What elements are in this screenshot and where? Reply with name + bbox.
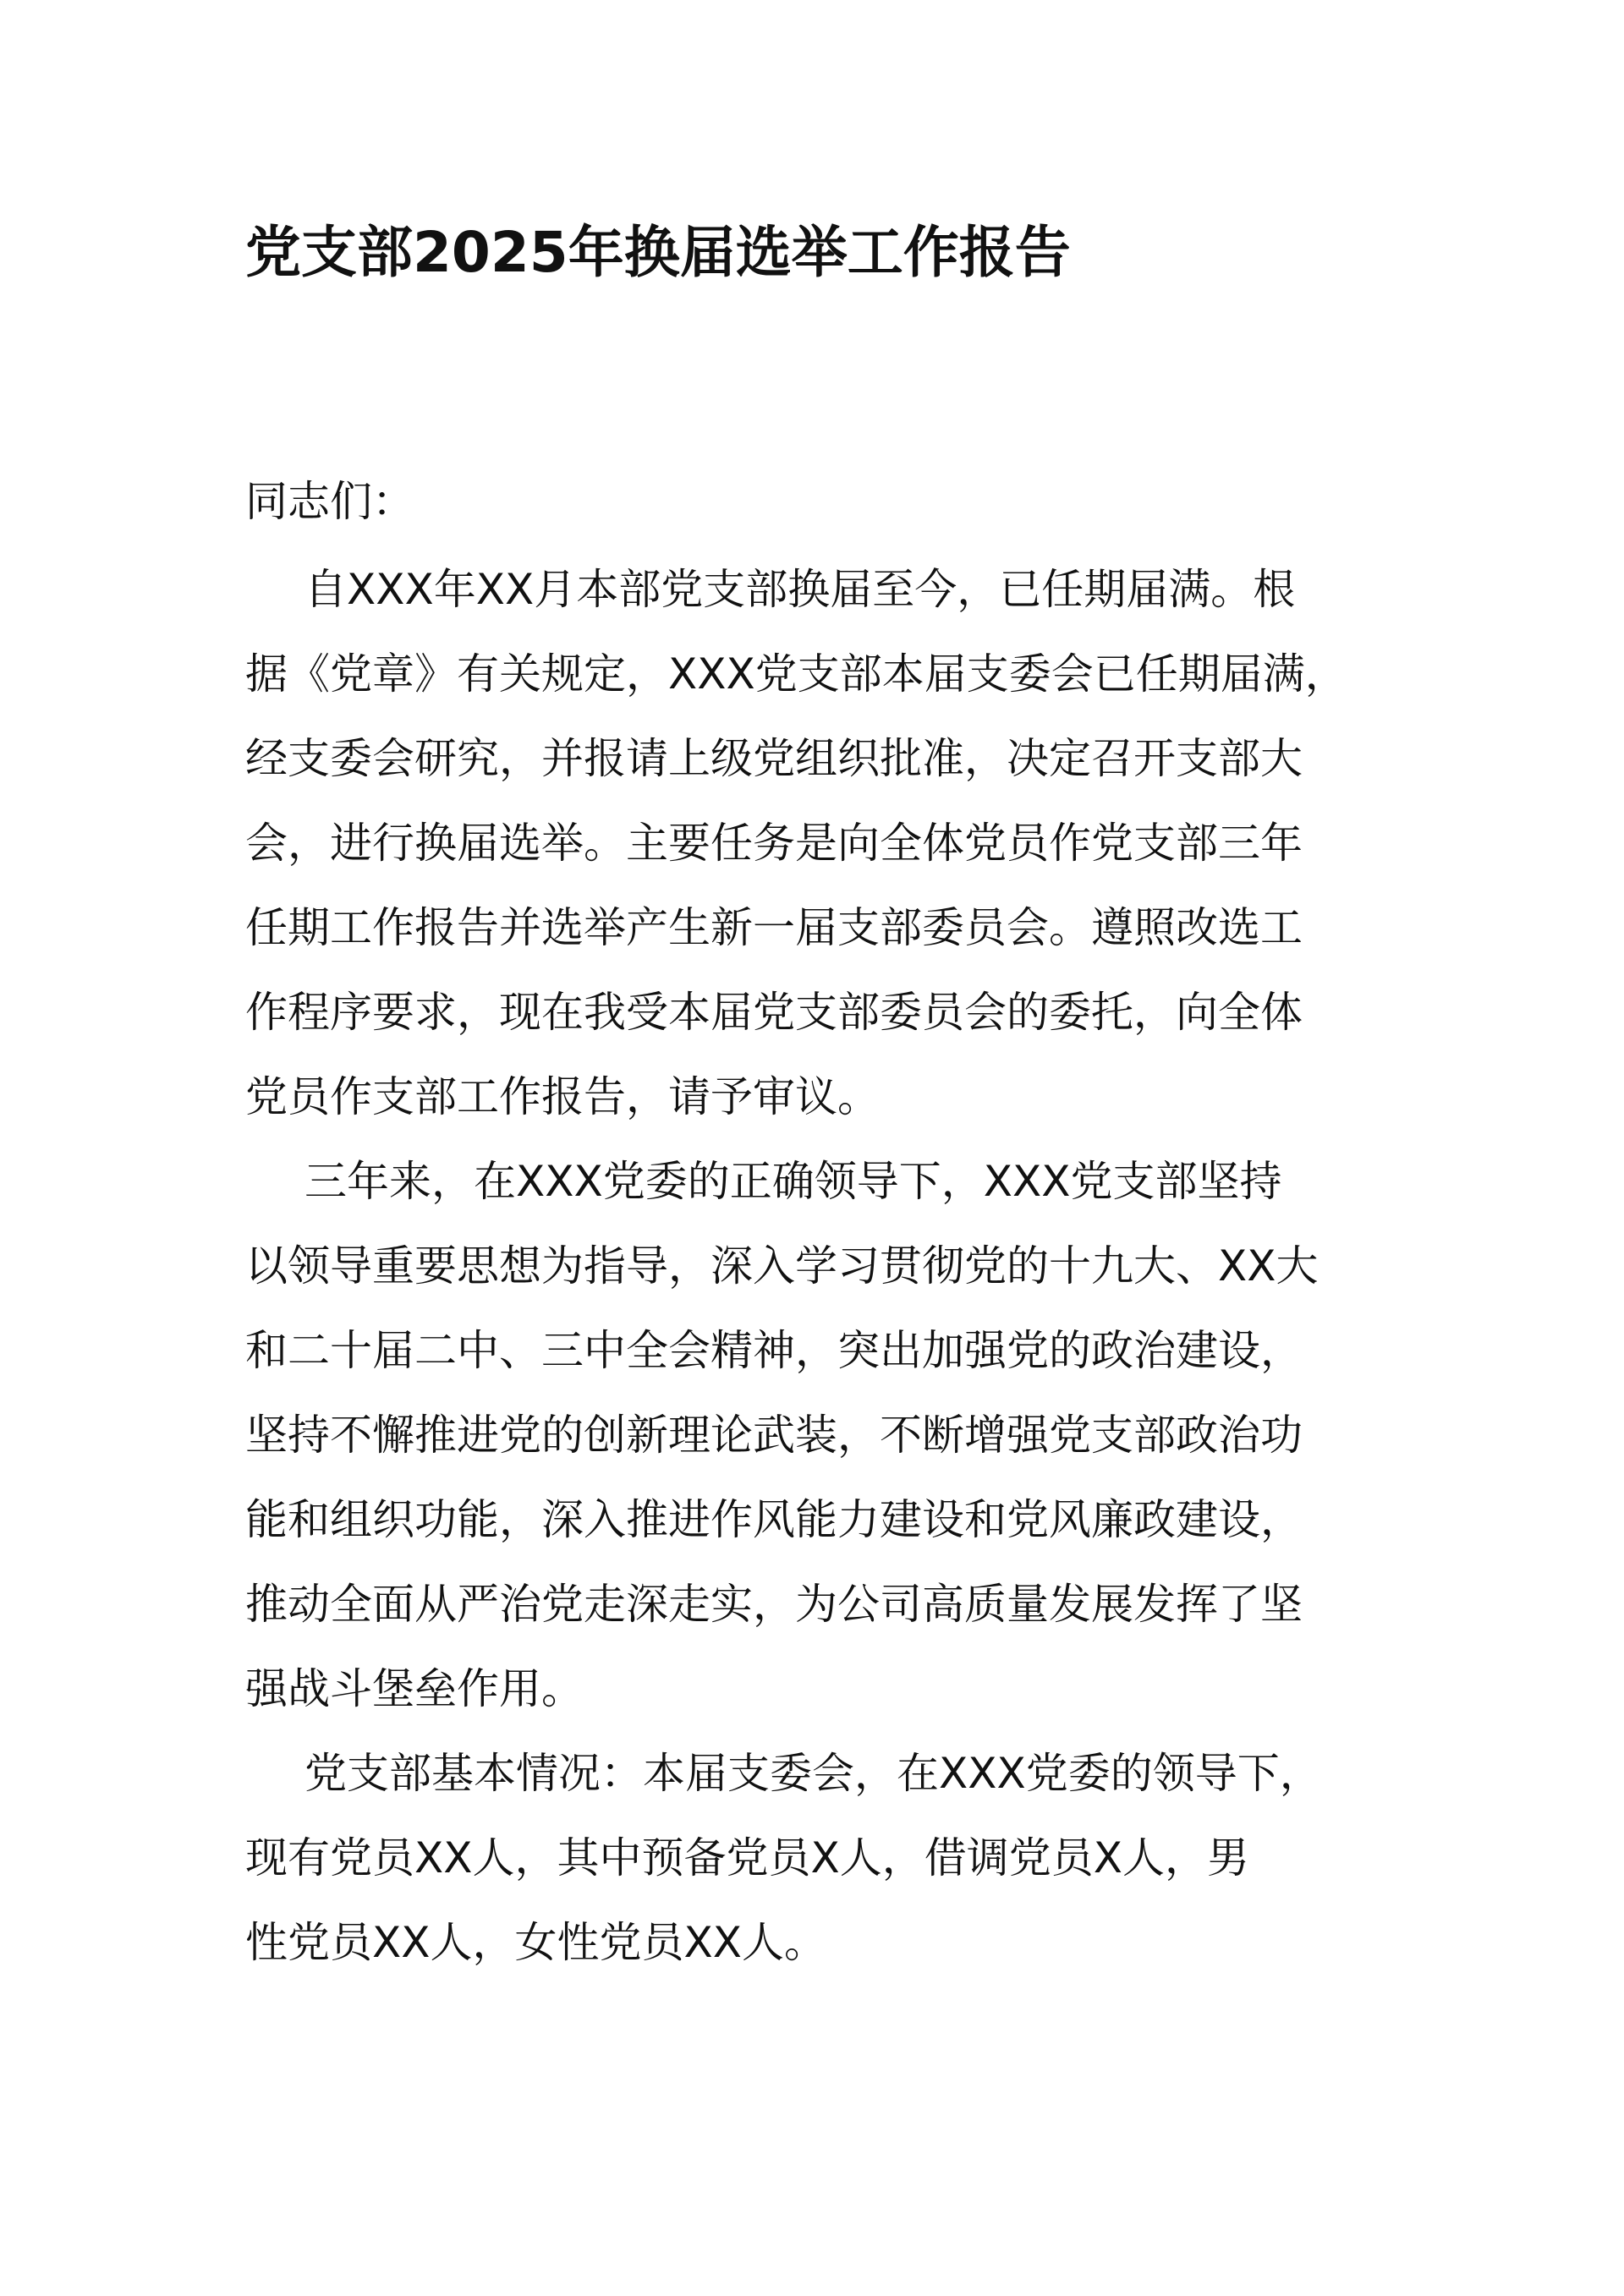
paragraph-line: 自XXX年XX月本部党支部换届至今，已任期届满。根 xyxy=(304,565,1296,614)
paragraph-line: 三年来，在XXX党委的正确领导下，XXX党支部坚持 xyxy=(304,1157,1282,1206)
paragraph-term-expiry xyxy=(245,547,1429,1139)
paragraph-line: 性党员XX人，女性党员XX人。 xyxy=(245,1918,827,1967)
paragraph-line: 党支部基本情况：本届支委会，在XXX党委的领导下， xyxy=(304,1749,1322,1798)
paragraph-line: 会，进行换届选举。主要任务是向全体党员作党支部三年 xyxy=(245,819,1303,868)
paragraph-line: 和二十届二中、三中全会精神，突出加强党的政治建设， xyxy=(245,1326,1303,1375)
document-title: 党支部2025年换届选举工作报告 xyxy=(245,220,1071,285)
paragraph-line: 现有党员XX人，其中预备党员X人，借调党员X人，男 xyxy=(245,1833,1250,1882)
paragraph-line: 党员作支部工作报告，请予审议。 xyxy=(245,1072,880,1121)
paragraph-line: 作程序要求，现在我受本届党支部委员会的委托，向全体 xyxy=(245,988,1303,1037)
paragraph-line: 能和组织功能，深入推进作风能力建设和党风廉政建设， xyxy=(245,1495,1303,1544)
paragraph-line: 坚持不懈推进党的创新理论武装，不断增强党支部政治功 xyxy=(245,1411,1303,1460)
paragraph-three-year-work xyxy=(245,1139,1429,1731)
document-body xyxy=(245,459,1429,1983)
paragraph-line: 任期工作报告并选举产生新一届支部委员会。遵照改选工 xyxy=(245,903,1303,952)
paragraph-line: 以领导重要思想为指导，深入学习贯彻党的十九大、XX大 xyxy=(245,1241,1319,1290)
paragraph-line: 强战斗堡垒作用。 xyxy=(245,1664,584,1713)
paragraph-line: 据《党章》有关规定，XXX党支部本届支委会已任期届满， xyxy=(245,649,1347,699)
paragraph-basic-information xyxy=(245,1731,1429,1985)
salutation: 同志们： xyxy=(245,477,414,526)
paragraph-line: 经支委会研究，并报请上级党组织批准，决定召开支部大 xyxy=(245,734,1303,783)
paragraph-line: 推动全面从严治党走深走实，为公司高质量发展发挥了坚 xyxy=(245,1580,1303,1629)
